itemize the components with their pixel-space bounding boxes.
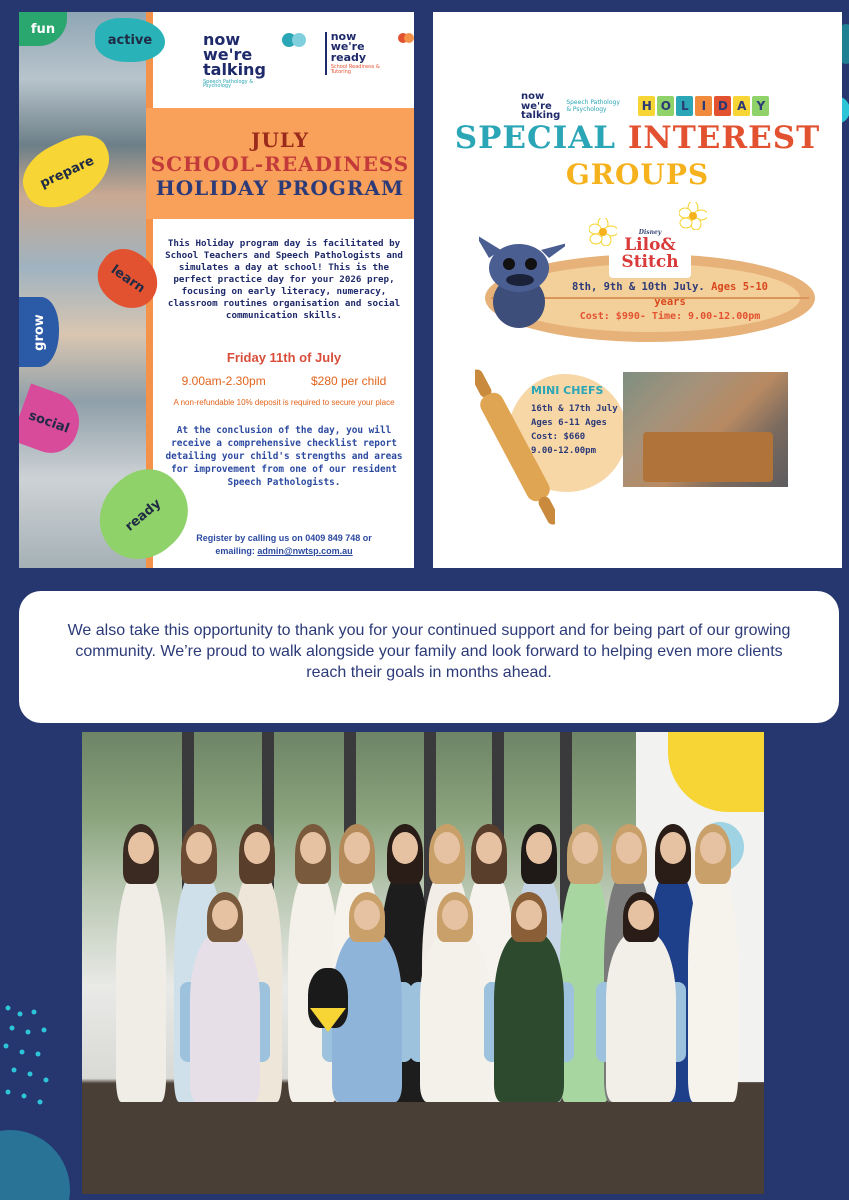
team-member-face bbox=[128, 832, 154, 864]
speech-bubble-icon bbox=[281, 32, 307, 50]
program-price: $280 per child bbox=[310, 374, 387, 388]
active-label: active bbox=[95, 18, 165, 62]
team-member-face bbox=[572, 832, 598, 864]
team-member-face bbox=[392, 832, 418, 864]
email-link[interactable]: admin@nwtsp.com.au bbox=[257, 546, 353, 556]
holiday-letter-tile: L bbox=[676, 96, 693, 116]
team-member-face bbox=[526, 832, 552, 864]
fun-label: fun bbox=[19, 12, 67, 46]
lilo-stitch-details: 8th, 9th & 10th July. Ages 5-10 years Cost: $990- Time: 9.00-12.00pm bbox=[572, 281, 768, 322]
now-were-talking-logo: now we're talking Speech Pathology & Psychology bbox=[203, 32, 307, 89]
stitch-character bbox=[479, 228, 565, 332]
table-shape bbox=[643, 432, 773, 482]
seated-team-member bbox=[420, 932, 490, 1102]
seated-team-member bbox=[190, 932, 260, 1102]
team-member bbox=[116, 872, 166, 1102]
team-member-face bbox=[212, 900, 238, 930]
special-interest-groups-flyer bbox=[433, 12, 842, 568]
frangipani-flower-icon bbox=[679, 202, 707, 230]
mini-chefs-photo bbox=[623, 372, 788, 487]
learn-label: learn bbox=[87, 239, 169, 319]
team-member-face bbox=[344, 832, 370, 864]
now-were-ready-logo: now we're ready School Readiness & Tutoring bbox=[325, 32, 414, 75]
frangipani-flower-icon bbox=[589, 218, 617, 246]
deposit-note: A non-refundable 10% deposit is required to secure your place bbox=[173, 398, 395, 407]
grow-label: grow bbox=[19, 297, 59, 367]
flyer-logos bbox=[203, 32, 414, 89]
program-time: 9.00am-2.30pm bbox=[181, 374, 266, 388]
team-member-face bbox=[660, 832, 686, 864]
holiday-letter-tile: Y bbox=[752, 96, 769, 116]
holiday-letter-tile: A bbox=[733, 96, 750, 116]
team-member-face bbox=[700, 832, 726, 864]
holiday-letter-tile: O bbox=[657, 96, 674, 116]
speech-bubble-icon bbox=[398, 32, 414, 44]
prepare-label: prepare bbox=[19, 125, 121, 218]
team-member-face bbox=[244, 832, 270, 864]
program-date: Friday 11th of July bbox=[226, 350, 342, 365]
thank-you-message-box bbox=[19, 591, 839, 723]
seated-team-member bbox=[606, 932, 676, 1102]
special-interest-title: SPECIAL INTEREST GROUPS bbox=[454, 120, 821, 191]
team-member-face bbox=[300, 832, 326, 864]
logo-subtitle: Speech Pathology & Psychology bbox=[566, 99, 620, 114]
team-member-face bbox=[442, 900, 468, 930]
title-holiday-program: HOLIDAY PROGRAM bbox=[155, 175, 405, 200]
team-member-face bbox=[628, 900, 654, 930]
title-program-type: SCHOOL-READINESS bbox=[150, 151, 410, 176]
program-title-banner bbox=[146, 108, 414, 219]
school-readiness-flyer bbox=[19, 12, 414, 568]
team-member-face bbox=[476, 832, 502, 864]
holiday-letter-tile: H bbox=[638, 96, 655, 116]
register-info: Register by calling us on 0409 849 748 or emailing: admin@nwtsp.com.au bbox=[196, 533, 372, 556]
team-photo bbox=[82, 732, 764, 1194]
thank-you-message: We also take this opportunity to thank you for your continued support and for being part of our growing community. We’re proud to walk alongside your family and look forward to helping even more clients reach their goals in months ahead. bbox=[67, 622, 791, 681]
holiday-header bbox=[521, 92, 769, 121]
ready-label: ready bbox=[81, 454, 204, 568]
title-month: JULY bbox=[251, 127, 309, 152]
holiday-letter-tile: D bbox=[714, 96, 731, 116]
decorative-dots bbox=[0, 1000, 80, 1200]
team-member-face bbox=[354, 900, 380, 930]
team-member-face bbox=[516, 900, 542, 930]
time-and-price bbox=[159, 374, 409, 388]
program-description: This Holiday program day is facilitated by School Teachers and Speech Pathologists and simulates a day at school! This is the perfect practice day for your 2026 prep, focusing on early literacy, numeracy, classroom routines organisation and social communication skills. bbox=[165, 238, 403, 321]
team-member bbox=[688, 872, 738, 1102]
conclusion-text: At the conclusion of the day, you will receive a comprehensive checklist report detailing your child's strengths and areas for improvement from one of our resident Speech Pathologists. bbox=[165, 425, 403, 488]
team-member-face bbox=[616, 832, 642, 864]
mini-chefs-title: MINI CHEFS bbox=[531, 384, 604, 397]
social-label: social bbox=[19, 384, 87, 461]
lilo-and-stitch-logo: Disney Lilo& Stitch bbox=[609, 222, 691, 278]
team-member-face bbox=[186, 832, 212, 864]
holiday-word-tiles bbox=[638, 96, 769, 116]
team-member-face bbox=[434, 832, 460, 864]
now-were-talking-logo: now we're talking bbox=[521, 91, 561, 121]
seated-team-member bbox=[494, 932, 564, 1102]
holiday-letter-tile: I bbox=[695, 96, 712, 116]
mini-chefs-details: MINI CHEFS 16th & 17th July Ages 6-11 Ages Cost: $660 9.00-12.00pm bbox=[531, 384, 631, 458]
